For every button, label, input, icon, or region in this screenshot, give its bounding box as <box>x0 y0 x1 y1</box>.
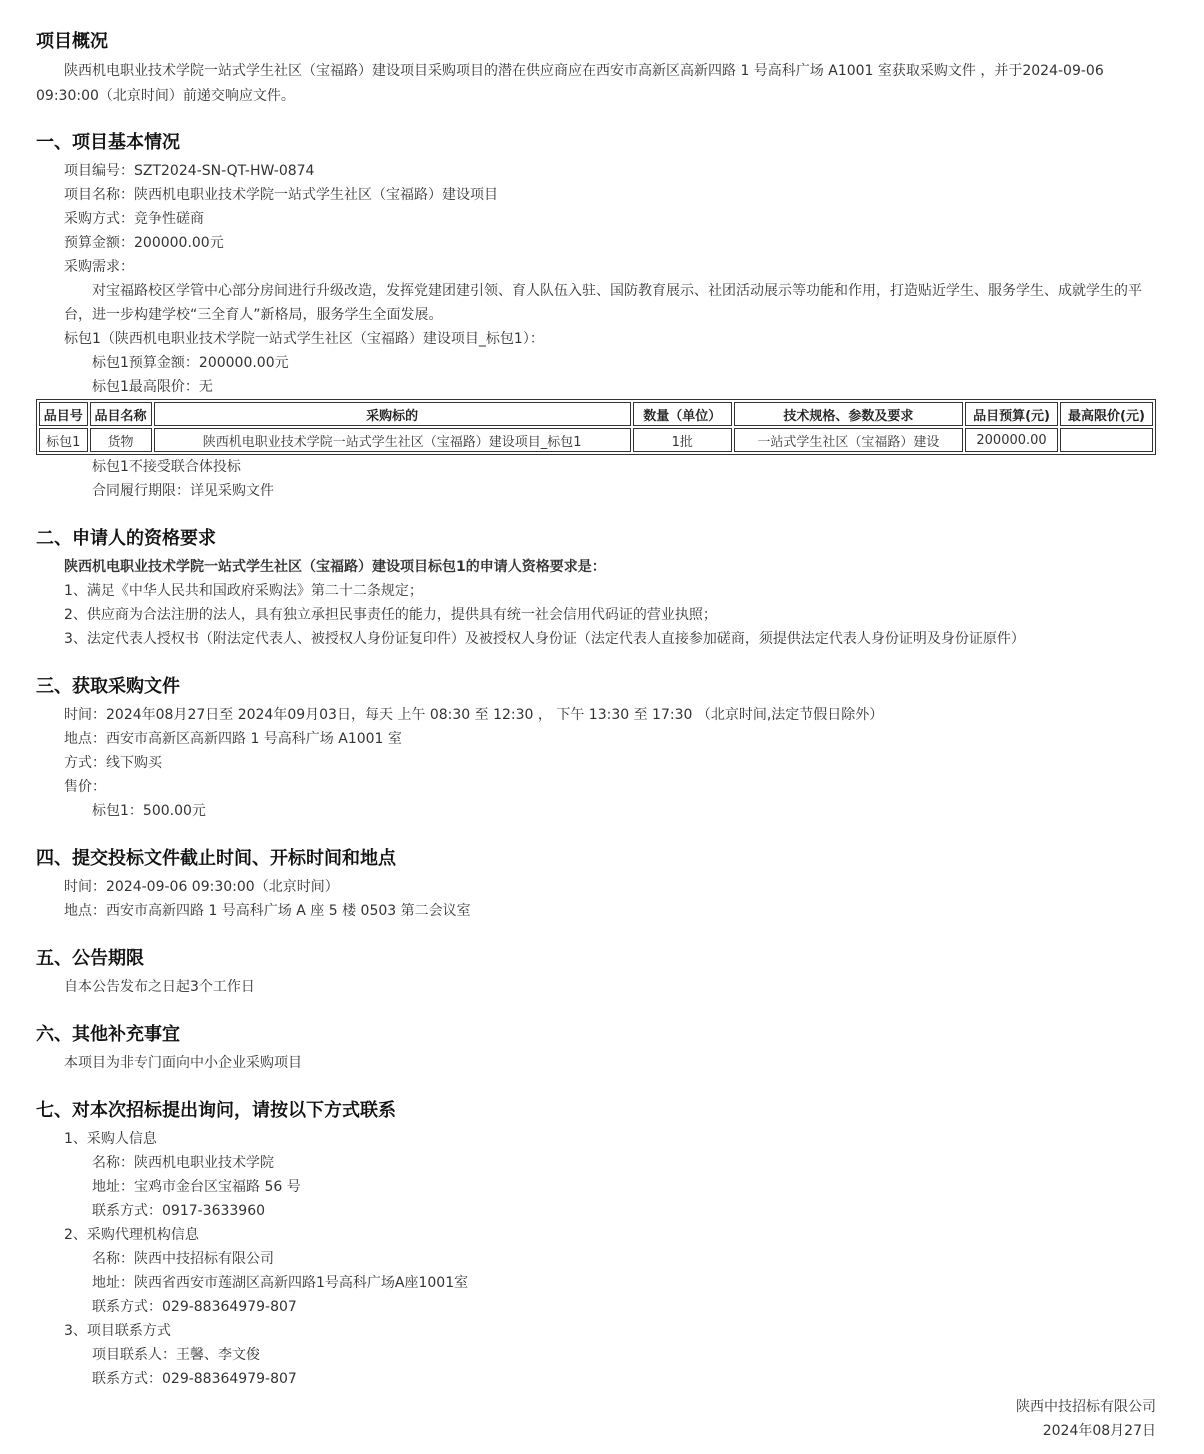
table-cell <box>1060 428 1153 452</box>
table-cell: 200000.00 <box>965 428 1058 452</box>
demand-text: 对宝福路校区学管中心部分房间进行升级改造，发挥党建团建引领、育人队伍入驻、国防教育展示、社团活动展示等功能和作用，打造贴近学生、服务学生、成就学生的平台，进一步构建学校“三全育人”新格局，服务学生全面发展。 <box>64 283 1142 323</box>
table-row <box>39 428 1153 452</box>
section-4-title: 四、提交投标文件截止时间、开标时间和地点 <box>36 848 396 869</box>
contact-person: 项目联系人：王馨、李文俊 <box>92 1347 260 1363</box>
table-header: 采购标的 <box>154 402 631 426</box>
project-code: 项目编号：SZT2024-SN-QT-HW-0874 <box>64 163 315 179</box>
lot-max-price: 标包1最高限价：无 <box>92 379 213 395</box>
overview-title: 项目概况 <box>36 31 108 52</box>
qualification-item: 1、满足《中华人民共和国政府采购法》第二十二条规定； <box>64 583 423 599</box>
budget-amount: 预算金额：200000.00元 <box>64 235 224 251</box>
table-header: 品目预算(元) <box>965 402 1058 426</box>
purchaser-name: 名称：陕西机电职业技术学院 <box>92 1155 274 1171</box>
qualification-lead: 陕西机电职业技术学院一站式学生社区（宝福路）建设项目标包1的申请人资格要求是： <box>64 559 606 575</box>
table-cell: 标包1 <box>39 428 88 452</box>
table-header-row <box>39 402 1153 426</box>
lot-budget: 标包1预算金额：200000.00元 <box>92 355 289 371</box>
qualification-item: 2、供应商为合法注册的法人，具有独立承担民事责任的能力，提供具有统一社会信用代码证的营业执照； <box>64 607 717 623</box>
agency-address: 地址：陕西省西安市莲湖区高新四路1号高科广场A座1001室 <box>92 1275 469 1291</box>
document-price-label: 售价： <box>64 779 106 795</box>
table-header: 品目号 <box>39 402 88 426</box>
table-header: 技术规格、参数及要求 <box>734 402 963 426</box>
table-cell: 陕西机电职业技术学院一站式学生社区（宝福路）建设项目_标包1 <box>154 428 631 452</box>
contact-label: 3、项目联系方式 <box>64 1323 171 1339</box>
deadline-time: 时间：2024-09-06 09:30:00（北京时间） <box>64 879 339 895</box>
table-header: 数量（单位） <box>633 402 732 426</box>
procurement-method: 采购方式：竞争性磋商 <box>64 211 204 227</box>
project-name: 项目名称：陕西机电职业技术学院一站式学生社区（宝福路）建设项目 <box>64 187 498 203</box>
section-3-title: 三、获取采购文件 <box>36 676 180 697</box>
lot-table <box>36 399 1156 455</box>
table-cell: 一站式学生社区（宝福路）建设 <box>734 428 963 452</box>
section-7-title: 七、对本次招标提出询问，请按以下方式联系 <box>36 1100 396 1121</box>
table-header: 品目名称 <box>90 402 152 426</box>
purchaser-phone: 联系方式：0917-3633960 <box>92 1203 266 1219</box>
document-time: 时间：2024年08月27日至 2024年09月03日，每天 上午 08:30 至 12:30 ， 下午 13:30 至 17:30 （北京时间,法定节假日除外） <box>64 707 884 723</box>
table-header: 最高限价(元) <box>1060 402 1153 426</box>
section-2-title: 二、申请人的资格要求 <box>36 528 216 549</box>
opening-place: 地点：西安市高新四路 1 号高科广场 A 座 5 楼 0503 第二会议室 <box>64 903 471 919</box>
document-method: 方式：线下购买 <box>64 755 162 771</box>
table-cell: 1批 <box>633 428 732 452</box>
demand-label: 采购需求： <box>64 259 134 275</box>
overview-text: 陕西机电职业技术学院一站式学生社区（宝福路）建设项目采购项目的潜在供应商应在西安市高新区高新四路 1 号高科广场 A1001 室获取采购文件 ，并于2024-09-06 09:30:00（北京时间）前递交响应文件。 <box>36 63 1104 104</box>
lot-title: 标包1（陕西机电职业技术学院一站式学生社区（宝福路）建设项目_标包1）： <box>64 331 544 347</box>
section-5-title: 五、公告期限 <box>36 948 144 969</box>
contract-period: 合同履行期限：详见采购文件 <box>92 483 274 499</box>
agency-label: 2、采购代理机构信息 <box>64 1227 199 1243</box>
section-6-title: 六、其他补充事宜 <box>36 1024 180 1045</box>
agency-phone: 联系方式：029-88364979-807 <box>92 1299 297 1315</box>
footer-organization: 陕西中技招标有限公司 <box>1016 1399 1156 1415</box>
purchaser-address: 地址：宝鸡市金台区宝福路 56 号 <box>92 1179 301 1195</box>
qualification-item: 3、法定代表人授权书（附法定代表人、被授权人身份证复印件）及被授权人身份证（法定代表人直接参加磋商，须提供法定代表人身份证明及身份证原件） <box>64 631 1025 647</box>
supplementary-note: 本项目为非专门面向中小企业采购项目 <box>64 1055 302 1071</box>
notice-period: 自本公告发布之日起3个工作日 <box>64 979 255 995</box>
consortium-note: 标包1不接受联合体投标 <box>92 459 241 475</box>
document-price: 标包1：500.00元 <box>92 803 206 819</box>
document-place: 地点：西安市高新区高新四路 1 号高科广场 A1001 室 <box>64 731 402 747</box>
table-cell: 货物 <box>90 428 152 452</box>
footer-date: 2024年08月27日 <box>1042 1423 1156 1439</box>
purchaser-label: 1、采购人信息 <box>64 1131 157 1147</box>
section-1-title: 一、项目基本情况 <box>36 132 180 153</box>
contact-phone: 联系方式：029-88364979-807 <box>92 1371 297 1387</box>
agency-name: 名称：陕西中技招标有限公司 <box>92 1251 274 1267</box>
